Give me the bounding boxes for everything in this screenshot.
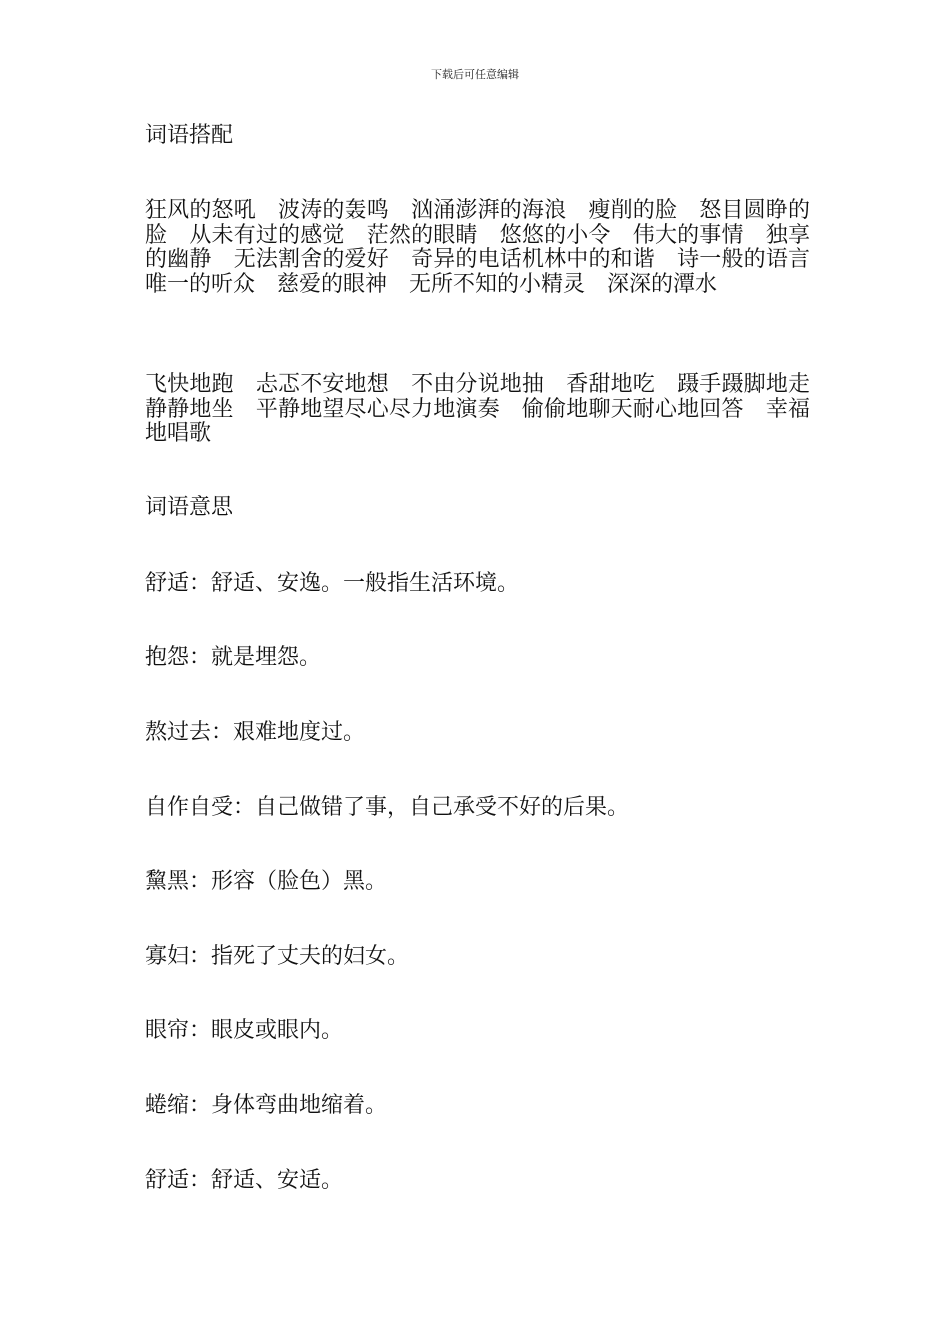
definition-item: 舒适：舒适、安逸。一般指生活环境。 — [145, 571, 520, 596]
definition-item: 寡妇：指死了丈夫的妇女。 — [145, 944, 410, 969]
header-note: 下载后可任意编辑 — [431, 68, 519, 81]
definition-item: 熬过去：艰难地度过。 — [145, 720, 366, 745]
definition-item: 蜷缩：身体弯曲地缩着。 — [145, 1093, 388, 1118]
collocation-paragraph-adverbs: 飞快地跑 忐忑不安地想 不由分说地抽 香甜地吃 蹑手蹑脚地走 静静地坐 平静地望尽心尽力地演奏 偷偷地聊天耐心地回答 幸福地唱歌 — [145, 372, 833, 446]
section-title-collocations: 词语搭配 — [145, 123, 234, 148]
definition-item: 黧黑：形容（脸色）黑。 — [145, 869, 388, 894]
definition-item: 抱怨：就是埋怨。 — [145, 645, 322, 670]
definition-item: 眼帘：眼皮或眼内。 — [145, 1018, 344, 1043]
definition-item: 自作自受：自己做错了事，自己承受不好的后果。 — [145, 795, 630, 820]
definition-item: 舒适：舒适、安适。 — [145, 1168, 344, 1193]
section-title-meanings: 词语意思 — [145, 495, 234, 520]
collocation-paragraph-adjectives: 狂风的怒吼 波涛的轰鸣 汹涌澎湃的海浪 瘦削的脸 怒目圆睁的脸 从未有过的感觉 茫然的眼睛 悠悠的小令 伟大的事情 独享的幽静 无法割舍的爱好 奇异的电话机林中的和谐 诗一般的语言 唯一的听众 慈爱的眼神 无所不知的小精灵 深深的潭水 — [145, 198, 833, 297]
